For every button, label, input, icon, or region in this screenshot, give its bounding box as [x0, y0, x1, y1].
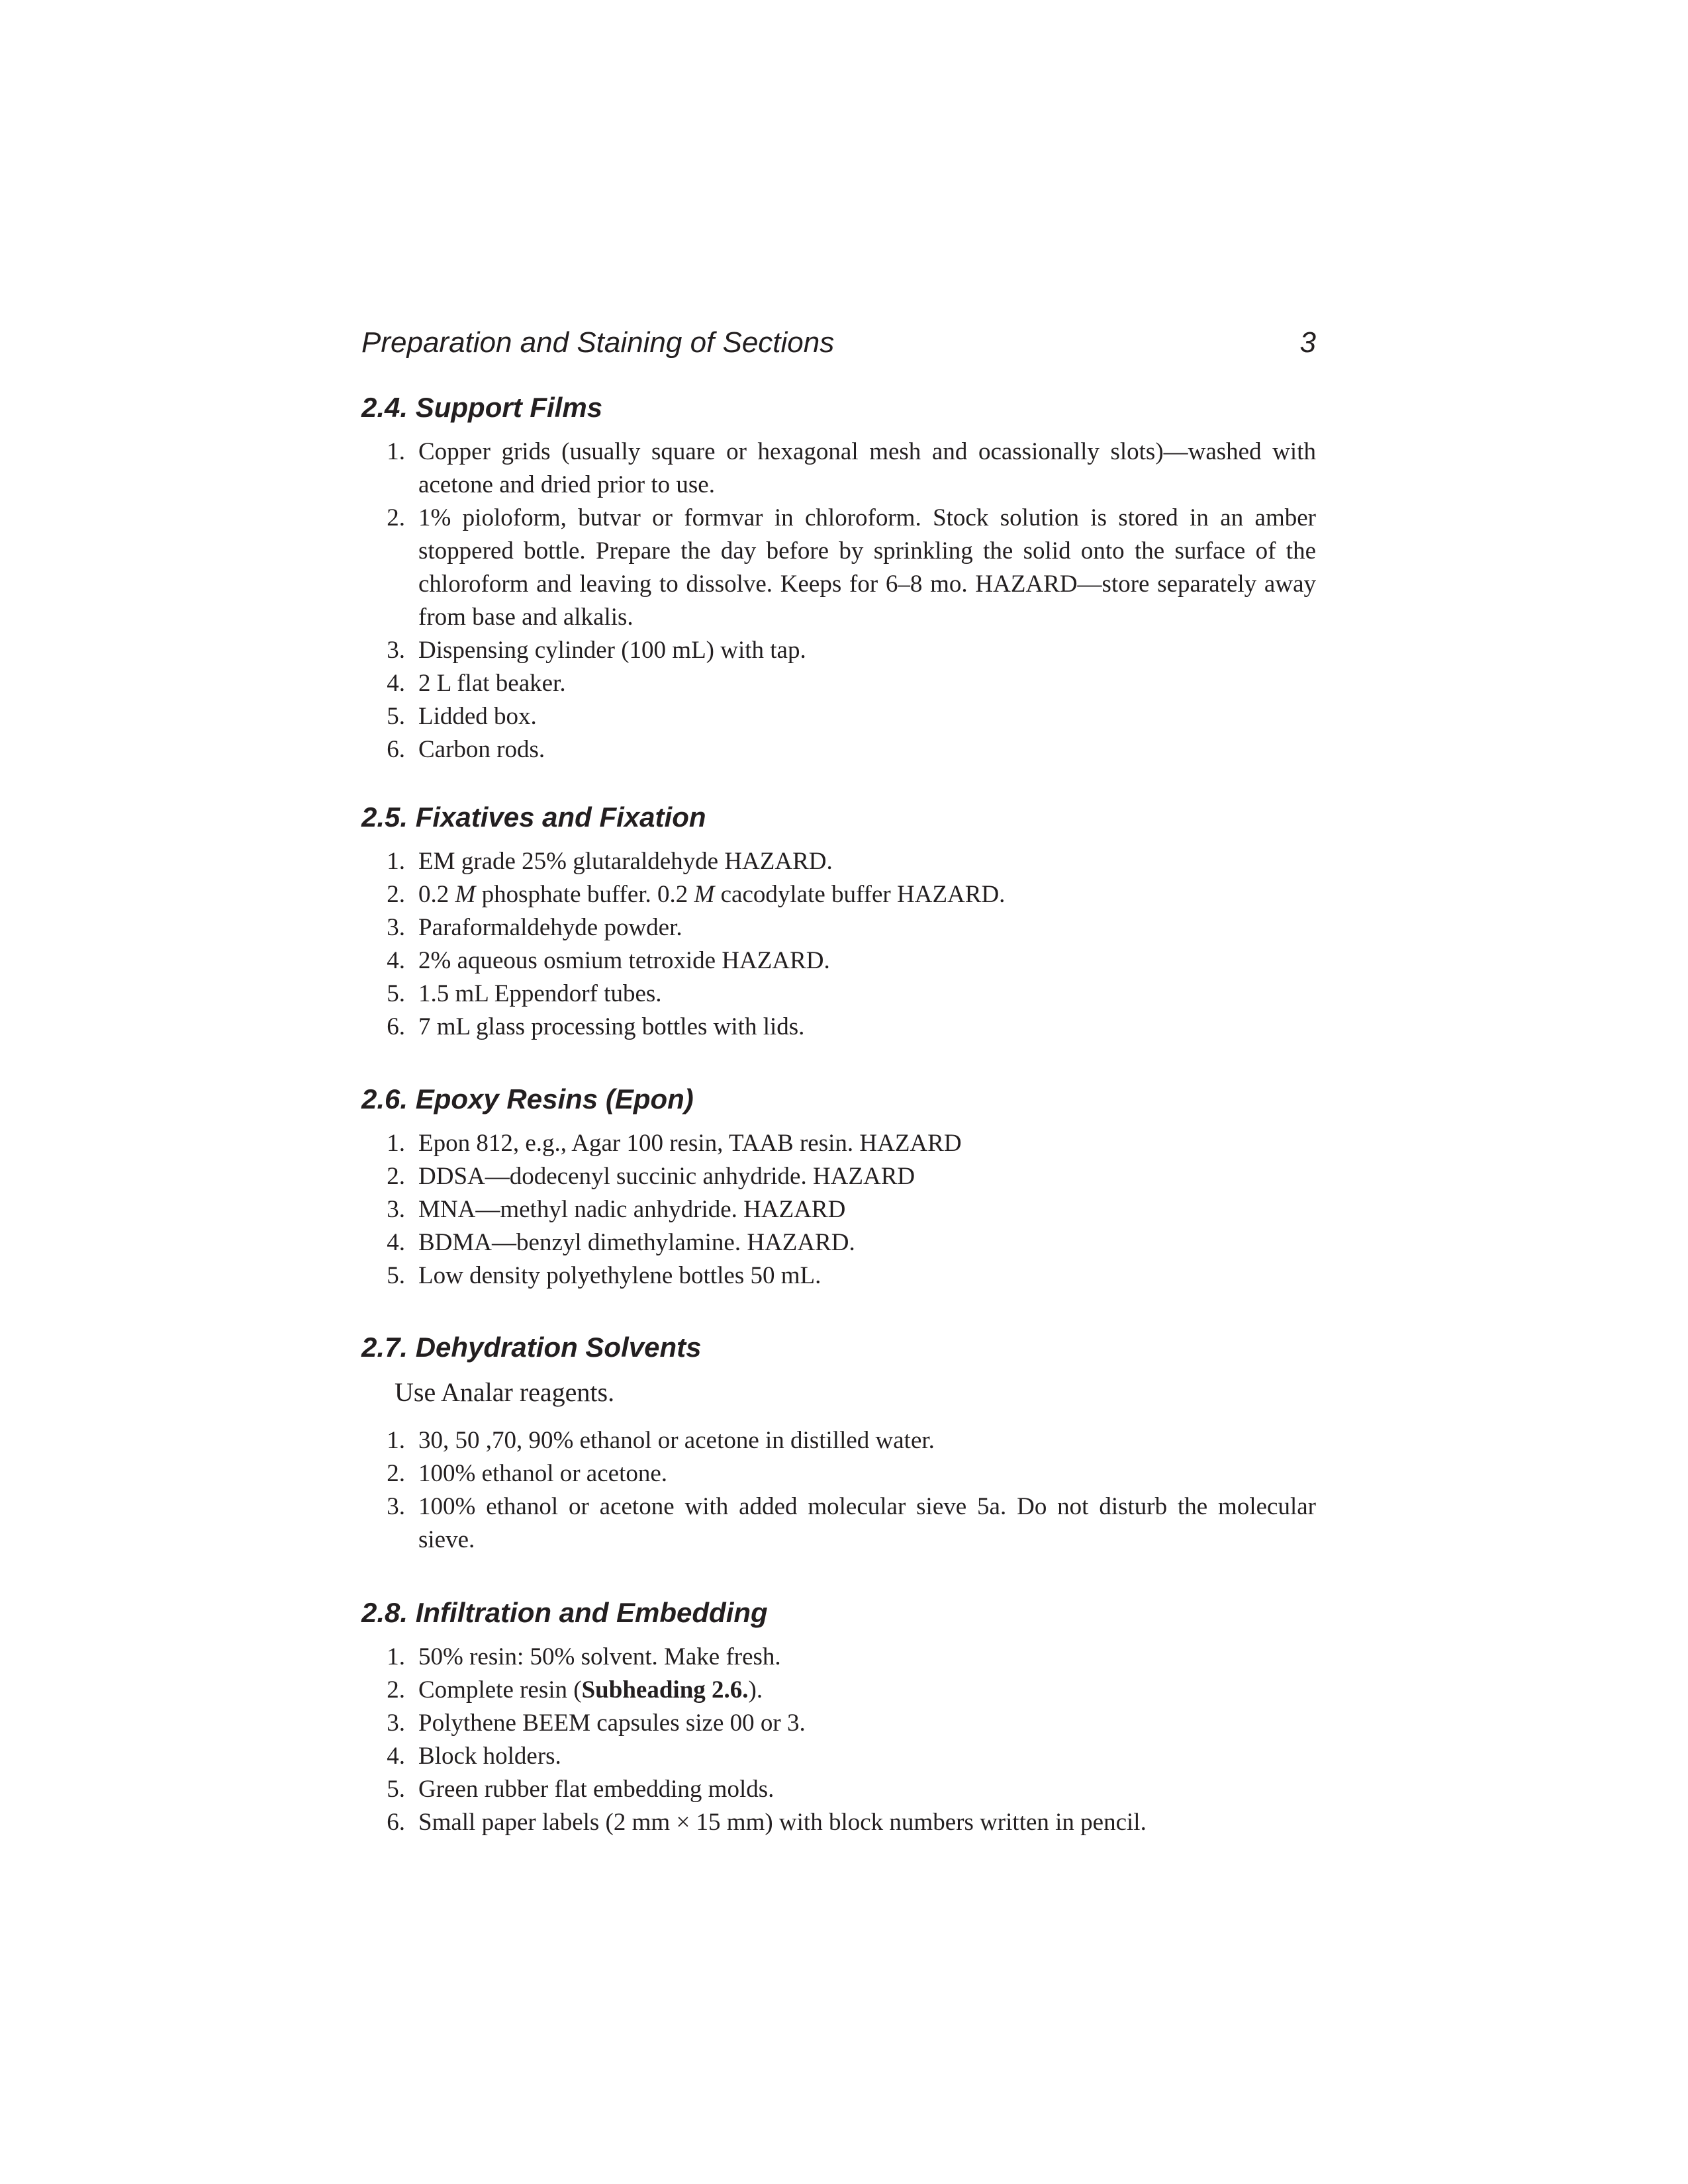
list-item — [361, 1226, 1316, 1259]
list-item — [361, 502, 1316, 634]
section-heading: 2.4. Support Films — [361, 392, 603, 423]
item-number: 6. — [387, 1809, 405, 1836]
item-number: 1. — [387, 1427, 405, 1454]
list-item — [361, 1259, 1316, 1293]
item-number: 1. — [387, 1130, 405, 1157]
item-number: 4. — [387, 1229, 405, 1256]
list-item — [361, 1806, 1316, 1839]
item-number: 2. — [387, 1676, 405, 1704]
list-item — [361, 978, 1316, 1011]
section-fixatives — [361, 797, 1316, 1044]
item-text-part: Complete resin ( — [418, 1676, 582, 1704]
list-item — [361, 667, 1316, 700]
list-item — [361, 435, 1316, 502]
section-heading: 2.5. Fixatives and Fixation — [361, 801, 706, 833]
item-text: EM grade 25% glutaraldehyde HAZARD. — [418, 848, 833, 875]
list-item — [361, 634, 1316, 667]
item-list — [361, 845, 1316, 1044]
list-item — [361, 1740, 1316, 1773]
page-number: 3 — [1299, 326, 1316, 359]
item-number: 3. — [387, 914, 405, 941]
item-list — [361, 1641, 1316, 1839]
item-number: 3. — [387, 637, 405, 664]
list-item — [361, 1160, 1316, 1193]
list-item — [361, 944, 1316, 978]
item-text: Polythene BEEM capsules size 00 or 3. — [418, 1709, 806, 1737]
item-number: 6. — [387, 736, 405, 763]
item-text: MNA—methyl nadic anhydride. HAZARD — [418, 1196, 846, 1223]
item-text: Dispensing cylinder (100 mL) with tap. — [418, 637, 806, 664]
item-text: Epon 812, e.g., Agar 100 resin, TAAB resin. HAZARD — [418, 1130, 962, 1157]
item-text-part: 0.2 — [418, 881, 455, 908]
item-number: 1. — [387, 1643, 405, 1670]
list-item — [361, 911, 1316, 944]
item-text: 100% ethanol or acetone. — [418, 1460, 668, 1487]
item-text: Green rubber flat embedding molds. — [418, 1776, 774, 1803]
item-text: Block holders. — [418, 1743, 561, 1770]
molar-unit: M — [694, 881, 715, 908]
item-number: 3. — [387, 1709, 405, 1737]
item-text: 1% pioloform, butvar or formvar in chloroform. Stock solution is stored in an amber stoppered bottle. Prepare the day before by sprinkling the solid onto the surface of the chloroform and leaving to dissolve. Keeps for 6–8 mo. HAZARD—store separately away from base and alkalis. — [418, 504, 1316, 631]
list-item — [361, 700, 1316, 733]
item-text: 1.5 mL Eppendorf tubes. — [418, 980, 662, 1007]
list-item — [361, 1674, 1316, 1707]
list-item — [361, 733, 1316, 766]
item-number: 3. — [387, 1196, 405, 1223]
item-text: 30, 50 ,70, 90% ethanol or acetone in distilled water. — [418, 1427, 935, 1454]
item-text-part: phosphate buffer. 0.2 — [475, 881, 694, 908]
list-item — [361, 1641, 1316, 1674]
item-list — [361, 435, 1316, 766]
item-text-part: cacodylate buffer HAZARD. — [714, 881, 1006, 908]
item-text: BDMA—benzyl dimethylamine. HAZARD. — [418, 1229, 855, 1256]
section-support-films — [361, 388, 1316, 766]
section-heading: 2.7. Dehydration Solvents — [361, 1332, 702, 1363]
item-list — [361, 1424, 1316, 1557]
item-number: 4. — [387, 947, 405, 974]
section-intro: Use Analar reagents. — [395, 1377, 615, 1407]
running-head-title: Preparation and Staining of Sections — [361, 326, 835, 359]
item-text: DDSA—dodecenyl succinic anhydride. HAZARD — [418, 1163, 915, 1190]
item-text: Carbon rods. — [418, 736, 545, 763]
list-item — [361, 1193, 1316, 1226]
item-number: 5. — [387, 1262, 405, 1289]
item-text-part: ). — [748, 1676, 763, 1704]
section-infiltration-embedding — [361, 1593, 1316, 1839]
list-item — [361, 1773, 1316, 1806]
list-item — [361, 1490, 1316, 1557]
item-text: 100% ethanol or acetone with added molecular sieve 5a. Do not disturb the molecular sieve. — [418, 1493, 1316, 1553]
item-text: 2% aqueous osmium tetroxide HAZARD. — [418, 947, 830, 974]
item-text: 50% resin: 50% solvent. Make fresh. — [418, 1643, 781, 1670]
item-number: 1. — [387, 438, 405, 465]
item-number: 2. — [387, 1460, 405, 1487]
item-number: 2. — [387, 504, 405, 531]
section-dehydration-solvents — [361, 1328, 1316, 1557]
item-text: Copper grids (usually square or hexagonal mesh and ocassionally slots)—washed with acetone and dried prior to use. — [418, 438, 1316, 498]
item-number: 5. — [387, 1776, 405, 1803]
section-epoxy-resins — [361, 1079, 1316, 1293]
item-number: 5. — [387, 703, 405, 730]
item-number: 5. — [387, 980, 405, 1007]
list-item — [361, 1424, 1316, 1457]
item-text: Low density polyethylene bottles 50 mL. — [418, 1262, 821, 1289]
list-item — [361, 845, 1316, 878]
subheading-reference: Subheading 2.6. — [581, 1676, 749, 1704]
list-item — [361, 1127, 1316, 1160]
section-heading: 2.8. Infiltration and Embedding — [361, 1597, 768, 1628]
list-item — [361, 1011, 1316, 1044]
running-head — [361, 323, 1316, 363]
item-number: 4. — [387, 670, 405, 697]
item-number: 2. — [387, 1163, 405, 1190]
section-heading: 2.6. Epoxy Resins (Epon) — [361, 1083, 694, 1115]
item-text: Paraformaldehyde powder. — [418, 914, 682, 941]
list-item — [361, 1457, 1316, 1490]
item-number: 3. — [387, 1493, 405, 1520]
list-item — [361, 878, 1316, 911]
item-text: Small paper labels (2 mm × 15 mm) with block numbers written in pencil. — [418, 1809, 1147, 1836]
list-item — [361, 1707, 1316, 1740]
item-number: 6. — [387, 1013, 405, 1040]
item-number: 2. — [387, 881, 405, 908]
item-number: 4. — [387, 1743, 405, 1770]
item-text: 2 L flat beaker. — [418, 670, 566, 697]
item-number: 1. — [387, 848, 405, 875]
item-text: Lidded box. — [418, 703, 537, 730]
molar-unit: M — [455, 881, 476, 908]
item-list — [361, 1127, 1316, 1293]
item-text: 7 mL glass processing bottles with lids. — [418, 1013, 805, 1040]
